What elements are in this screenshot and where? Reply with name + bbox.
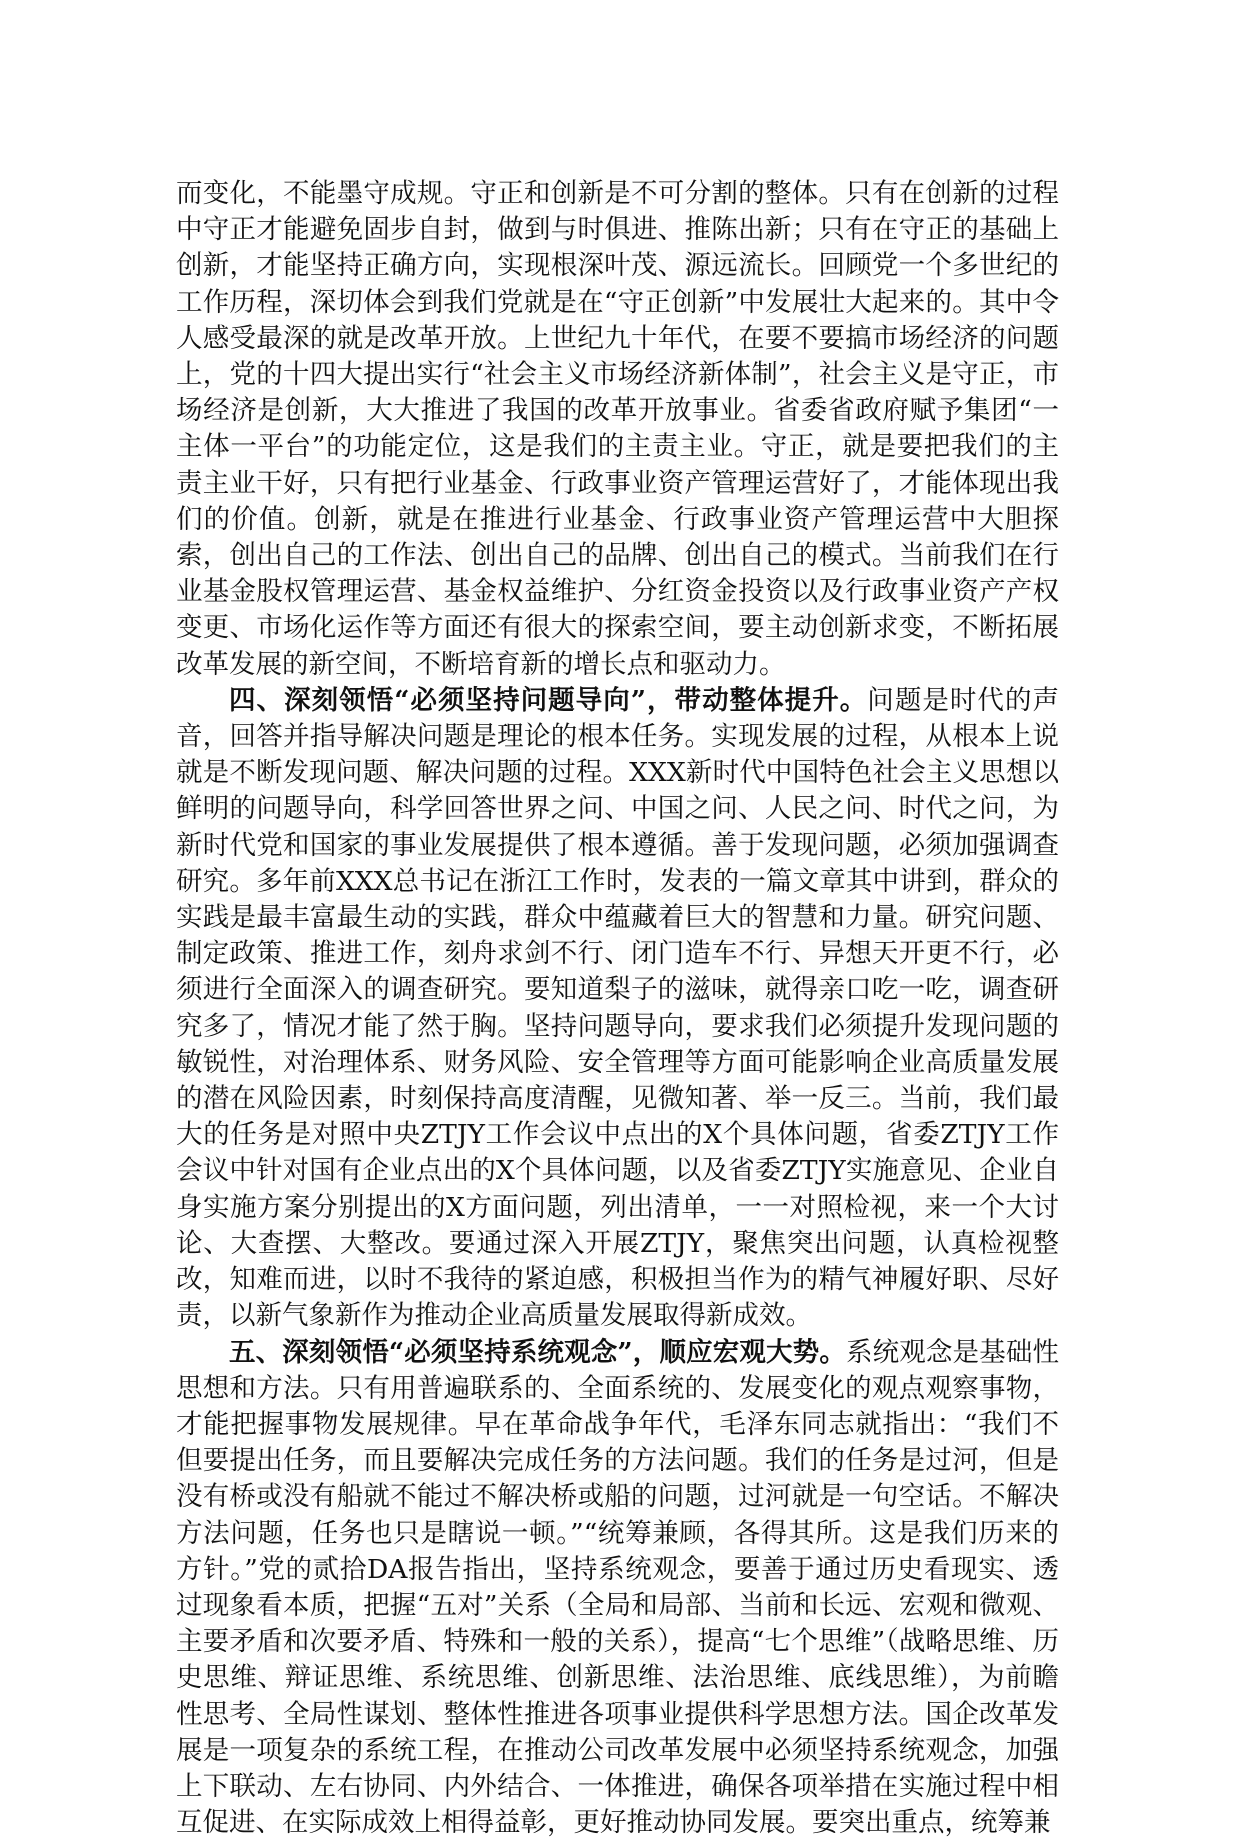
paragraph-continuation xyxy=(176,176,1059,683)
paragraph-text: 问题是时代的声音，回答并指导解决问题是理论的根本任务。实现发展的过程，从根本上说就是不断发现问题、解决问题的过程。XXX新时代中国特色社会主义思想以鲜明的问题导向，科学回答世界之问、中国之问、人民之问、时代之问，为新时代党和国家的事业发展提供了根本遵循。善于发现问题，必须加强调查研究。多年前XXX总书记在浙江工作时，发表的一篇文章其中讲到，群众的实践是最丰富最生动的实践，群众中蕴藏着巨大的智慧和力量。研究问题、制定政策、推进工作，刻舟求剑不行、闭门造车不行、异想天开更不行，必须进行全面深入的调查研究。要知道梨子的滋味，就得亲口吃一吃，调查研究多了，情况才能了然于胸。坚持问题导向，要求我们必须提升发现问题的敏锐性，对治理体系、财务风险、安全管理等方面可能影响企业高质量发展的潜在风险因素，时刻保持高度清醒，见微知著、举一反三。当前，我们最大的任务是对照中央ZTJY工作会议中点出的X个具体问题，省委ZTJY工作会议中针对国有企业点出的X个具体问题，以及省委ZTJY实施意见、企业自身实施方案分别提出的X方面问题，列出清单，一一对照检视，来一个大讨论、大查摆、大整改。要通过深入开展ZTJY，聚焦突出问题，认真检视整改，知难而进，以时不我待的紧迫感，积极担当作为的精气神履好职、尽好责，以新气象新作为推动企业高质量发展取得新成效。 xyxy=(176,685,1059,1331)
paragraph-text: 系统观念是基础性思想和方法。只有用普遍联系的、全面系统的、发展变化的观点观察事物，才能把握事物发展规律。早在革命战争年代，毛泽东同志就指出：“我们不但要提出任务，而且要解决完成任务的方法问题。我们的任务是过河，但是没有桥或没有船就不能过不解决桥或船的问题，过河就是一句空话。不解决方法问题，任务也只是瞎说一顿。”“统筹兼顾，各得其所。这是我们历来的方针。”党的贰拾DA报告指出，坚持系统观念，要善于通过历史看现实、透过现象看本质，把握“五对”关系（全局和局部、当前和长远、宏观和微观、主要矛盾和次要矛盾、特殊和一般的关系），提高“七个思维”（战略思维、历史思维、辩证思维、系统思维、创新思维、法治思维、底线思维），为前瞻性思考、全局性谋划、整体性推进各项事业提供科学思想方法。国企改革发展是一项复杂的系统工程，在推动公司改革发展中必须坚持系统观念，加强上下联动、左右协同、内外结合、一体推进，确保各项举措在实施过程中相互促进、在实际成效上相得益彰，更好推动协同发展。要突出重点，统筹兼 xyxy=(176,1337,1059,1839)
paragraph-section-four xyxy=(176,683,1059,1335)
section-heading: 五、深刻领悟“必须坚持系统观念”，顺应宏观大势。 xyxy=(229,1337,846,1368)
document-page xyxy=(176,176,1059,1841)
section-heading: 四、深刻领悟“必须坚持问题导向”，带动整体提升。 xyxy=(229,685,867,716)
paragraph-text: 而变化，不能墨守成规。守正和创新是不可分割的整体。只有在创新的过程中守正才能避免固步自封，做到与时俱进、推陈出新；只有在守正的基础上创新，才能坚持正确方向，实现根深叶茂、源远流长。回顾党一个多世纪的工作历程，深切体会到我们党就是在“守正创新”中发展壮大起来的。其中令人感受最深的就是改革开放。上世纪九十年代，在要不要搞市场经济的问题上，党的十四大提出实行“社会主义市场经济新体制”，社会主义是守正，市场经济是创新，大大推进了我国的改革开放事业。省委省政府赋予集团“一主体一平台”的功能定位，这是我们的主责主业。守正，就是要把我们的主责主业干好，只有把行业基金、行政事业资产管理运营好了，才能体现出我们的价值。创新，就是在推进行业基金、行政事业资产管理运营中大胆探索，创出自己的工作法、创出自己的品牌、创出自己的模式。当前我们在行业基金股权管理运营、基金权益维护、分红资金投资以及行政事业资产产权变更、市场化运作等方面还有很大的探索空间，要主动创新求变，不断拓展改革发展的新空间，不断培育新的增长点和驱动力。 xyxy=(176,178,1059,680)
paragraph-section-five xyxy=(176,1335,1059,1841)
